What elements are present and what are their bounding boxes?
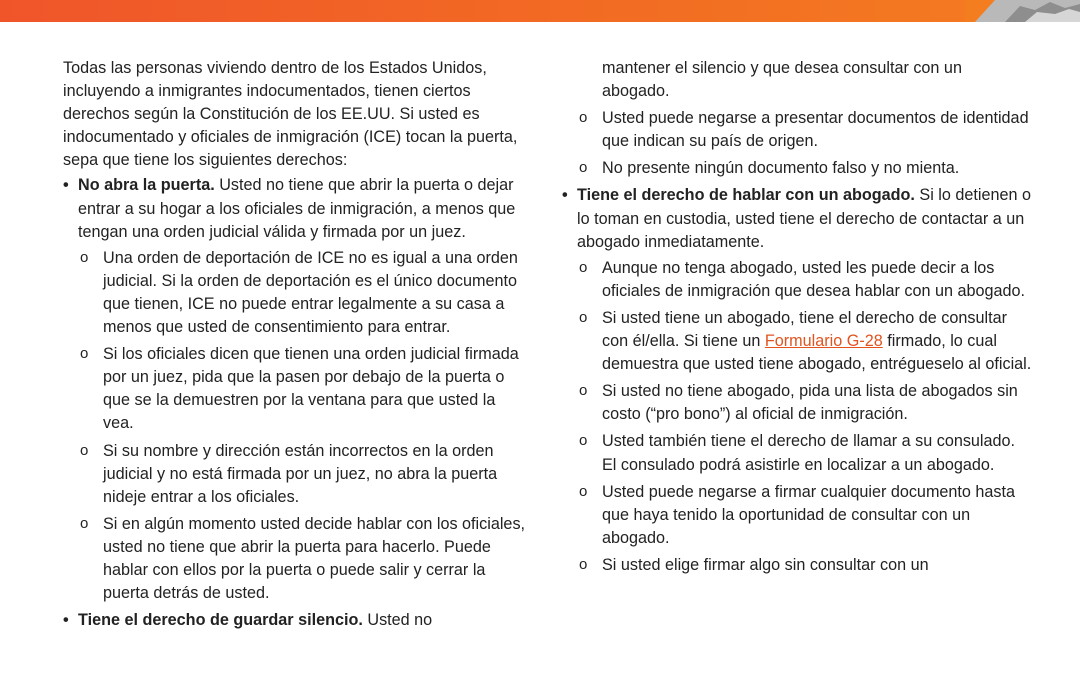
statue-of-liberty-image: [965, 0, 1080, 22]
sub-bullet: o Si usted elige firmar algo sin consultar con un: [562, 554, 1032, 577]
sub-bullet: o No presente ningún documento falso y no mienta.: [562, 157, 1032, 180]
circle-bullet-icon: o: [579, 308, 588, 326]
circle-bullet-icon: o: [80, 248, 89, 266]
bullet-text: Si lo detienen o lo toman en custodia, usted tiene el derecho de contactar a un abogado inmediatamente.: [577, 186, 1032, 251]
circle-bullet-icon: o: [80, 345, 89, 363]
intro-paragraph: Todas las personas viviendo dentro de los Estados Unidos, incluyendo a inmigrantes indocumentados, tienen ciertos derechos según la Constitución de los EE.UU. Si usted es indocumentado y oficiales de inmigración (ICE) tocan la puerta, sepa que tiene los siguientes derechos:: [63, 59, 518, 170]
circle-bullet-icon: o: [579, 159, 588, 177]
circle-bullet-icon: o: [579, 432, 588, 450]
bullet-text: Usted no tiene que abrir la puerta o dejar entrar a su hogar a los oficiales de inmigración, a menos que tengan una orden judicial válida y firmada por un juez.: [78, 176, 516, 241]
right-column: [562, 57, 1032, 581]
bullet-no-abra: [63, 174, 528, 243]
left-column: [63, 57, 528, 635]
sub-bullet: o Aunque no tenga abogado, usted les puede decir a los oficiales de inmigración que desea hablar con un abogado.: [562, 257, 1032, 303]
sub-bullet: o Si en algún momento usted decide hablar con los oficiales, usted no tiene que abrir la puerta para hacerlo. Puede hablar con ellos por la puerta o puede salir y cerrar la puerta detrás de usted.: [63, 513, 528, 605]
sub-bullet: o Usted también tiene el derecho de llamar a su consulado. El consulado podrá asistirle en localizar a un abogado.: [562, 430, 1032, 476]
circle-bullet-icon: o: [579, 382, 588, 400]
sub-bullet: o Usted puede negarse a presentar documentos de identidad que indican su país de origen.: [562, 107, 1032, 153]
bullet-silencio: [63, 609, 528, 632]
circle-bullet-icon: o: [579, 258, 588, 276]
header-banner: [0, 0, 1080, 22]
circle-bullet-icon: o: [579, 555, 588, 573]
sub-bullet: o Si usted tiene un abogado, tiene el derecho de consultar con él/ella. Si tiene un Formulario G-28 firmado, lo cual demuestra que usted tiene abogado, entrégueselo al oficial.: [562, 307, 1032, 376]
circle-bullet-icon: o: [80, 441, 89, 459]
formulario-g28-link[interactable]: Formulario G-28: [764, 332, 883, 351]
bullet-title: No abra la puerta.: [78, 176, 215, 195]
sub-bullet: o Si los oficiales dicen que tienen una orden judicial firmada por un juez, pida que la pasen por debajo de la puerta o que se la demuestren por la ventana para que usted la vea.: [63, 343, 528, 435]
circle-bullet-icon: o: [579, 109, 588, 127]
continued-text: mantener el silencio y que desea consultar con un abogado.: [602, 59, 962, 101]
bullet-abogado: [562, 184, 1032, 253]
circle-bullet-icon: o: [579, 482, 588, 500]
sub-bullet: o Usted puede negarse a firmar cualquier documento hasta que haya tenido la oportunidad de consultar con un abogado.: [562, 481, 1032, 550]
bullet-text: Usted no: [362, 611, 433, 630]
circle-bullet-icon: o: [80, 514, 89, 532]
bullet-title: Tiene el derecho de hablar con un abogado.: [577, 186, 915, 205]
sub-bullet: o Si su nombre y dirección están incorrectos en la orden judicial y no está firmada por un juez, no abra la puerta nideje entrar a los oficiales.: [63, 440, 528, 509]
bullet-title: Tiene el derecho de guardar silencio.: [78, 611, 363, 630]
sub-bullet: o Una orden de deportación de ICE no es igual a una orden judicial. Si la orden de deportación es el único documento que tienen, ICE no puede entrar legalmente a su casa a menos que usted de consentimiento para entrar.: [63, 247, 528, 339]
sub-bullet: o Si usted no tiene abogado, pida una lista de abogados sin costo (“pro bono”) al oficial de inmigración.: [562, 380, 1032, 426]
